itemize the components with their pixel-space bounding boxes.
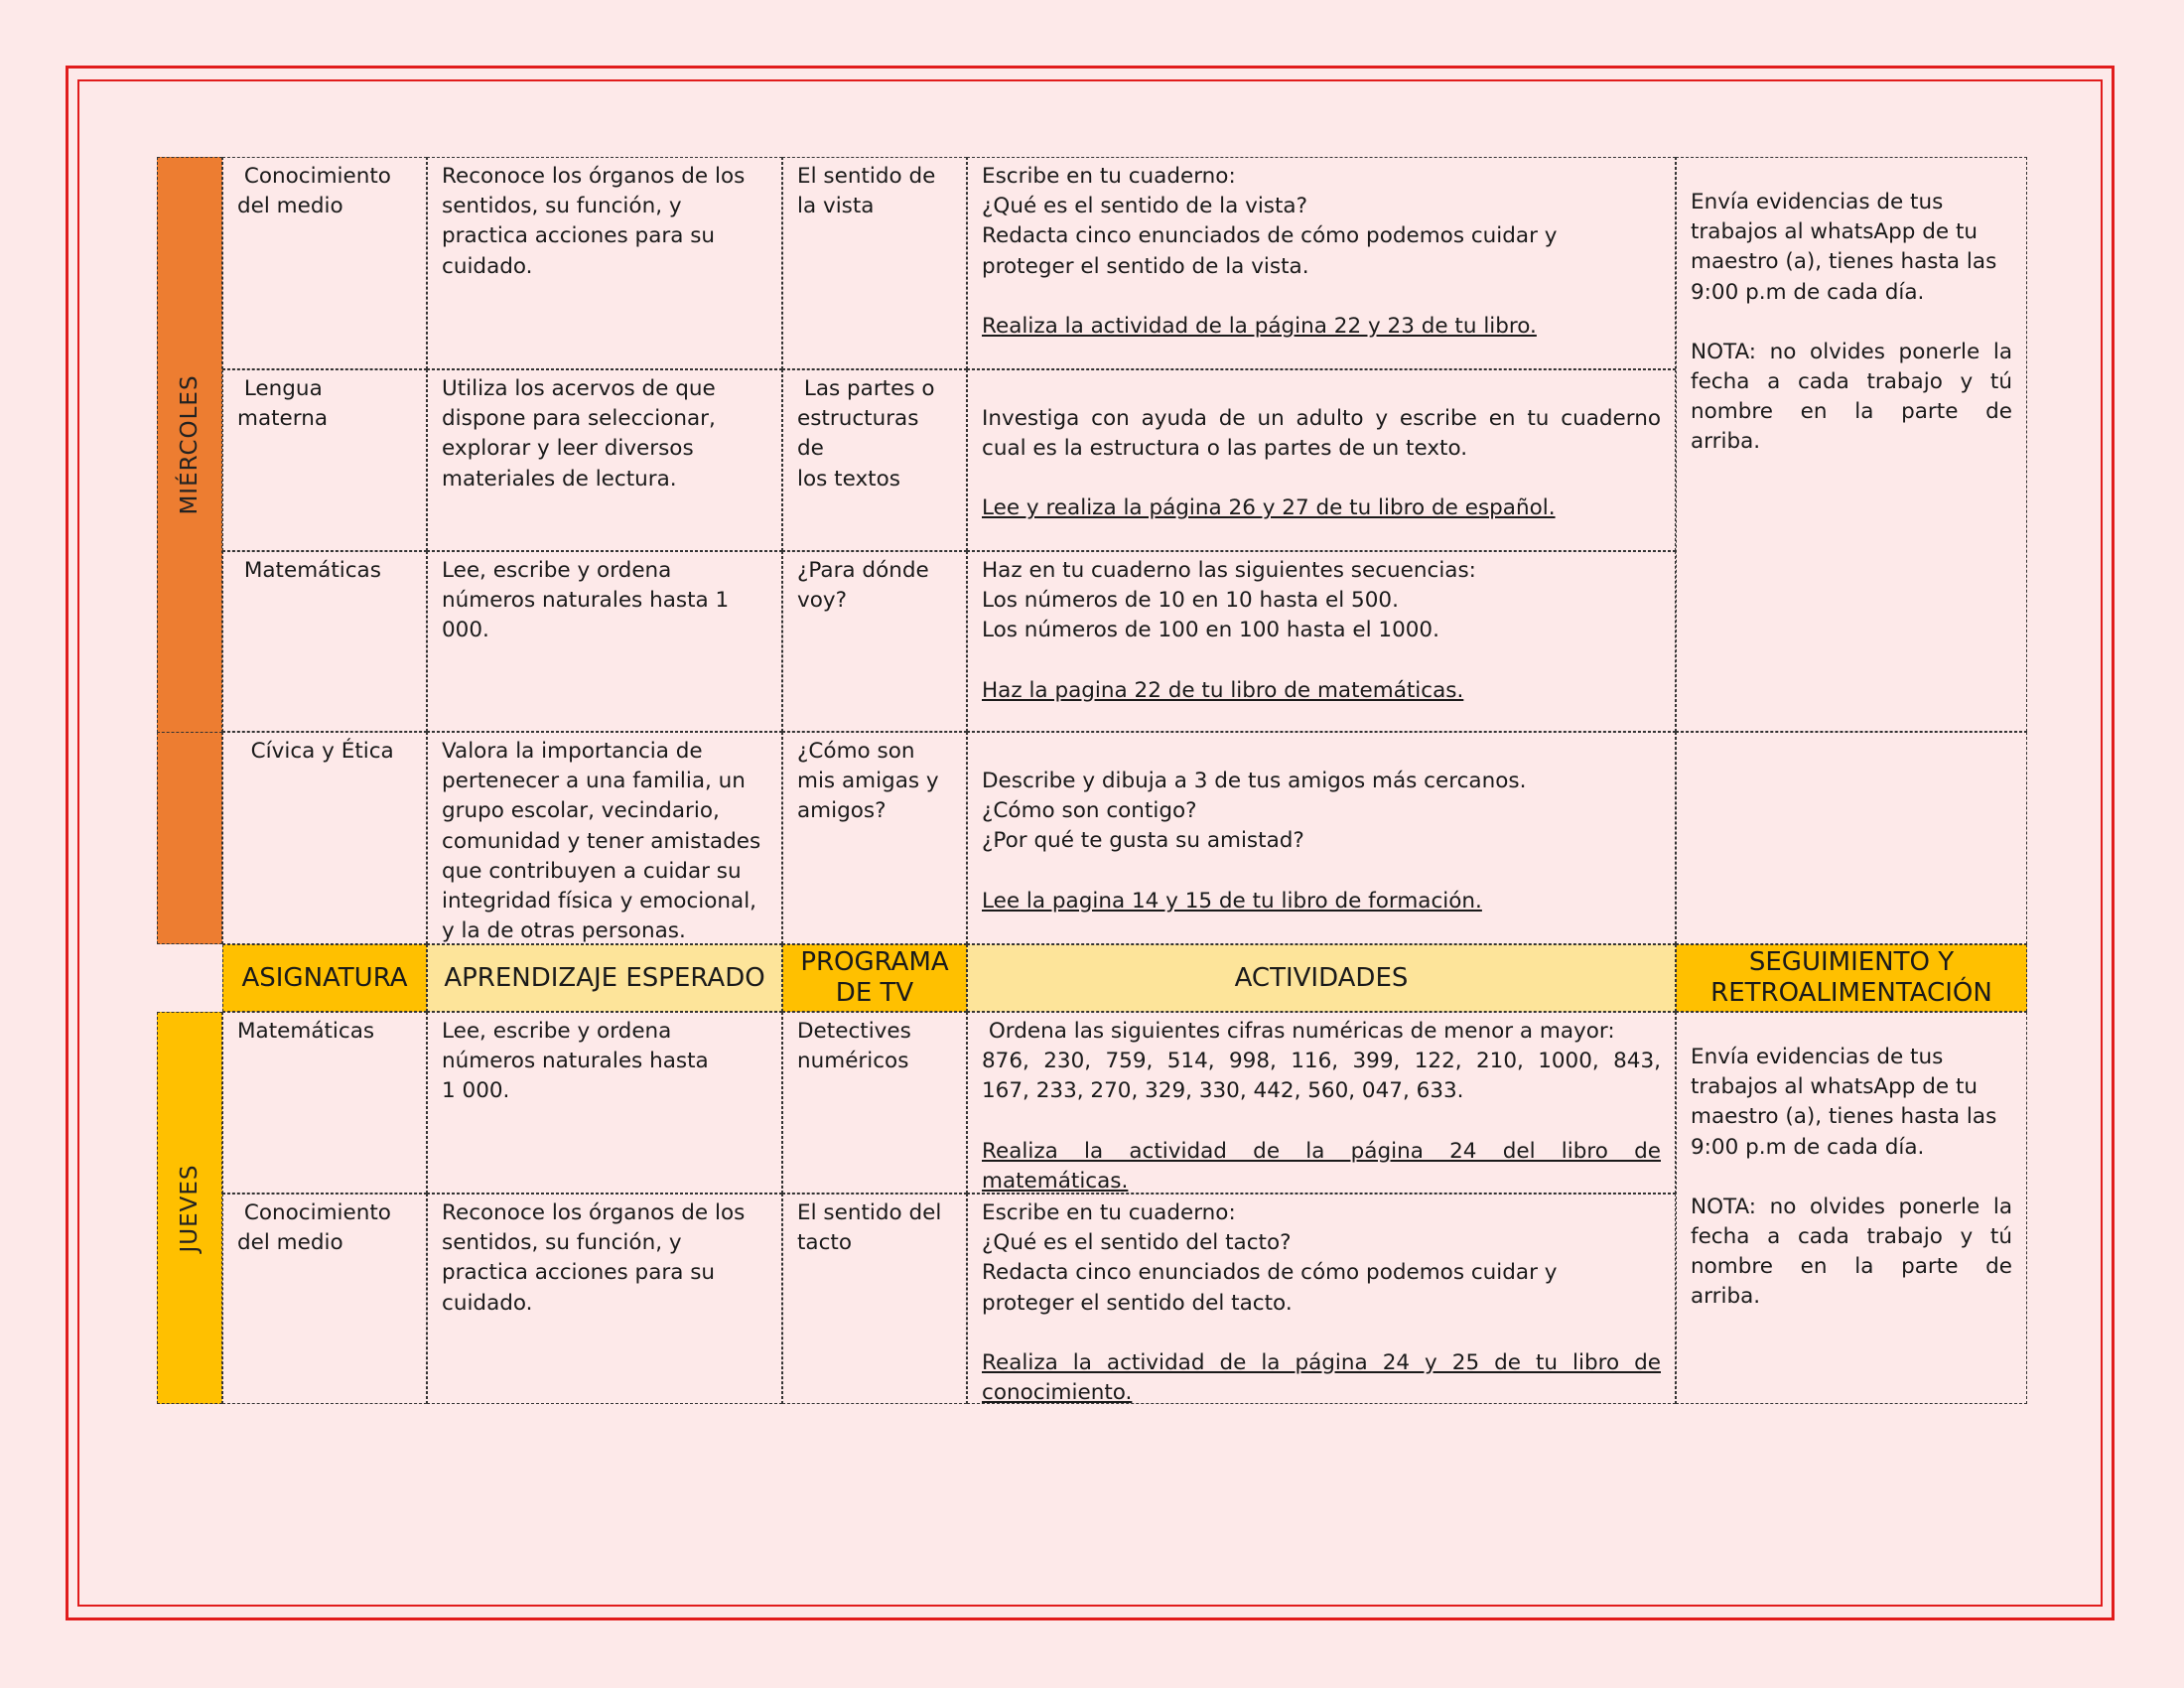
tv-program-cell: El sentido del tacto [782,1194,967,1404]
activity-link: Lee la pagina 14 y 15 de tu libro de formación. [982,888,1482,914]
note-text: arriba. [1691,1284,1761,1310]
note-text: arriba. [1691,429,1761,455]
note-text: nombre en la parte de [1691,1254,2012,1280]
day-label-miercoles: MIÉRCOLES [177,374,203,515]
activities-cell: Escribe en tu cuaderno: ¿Qué es el sentido del tacto? Redacta cinco enunciados de cómo podemos cuidar y proteger el sentido del tacto. Realiza la actividad de la página 24 y 25 de tu libro de conocimiento. [967,1194,1676,1404]
note-text: fecha a cada trabajo y tú [1691,369,2012,395]
tv-program-cell: ¿Cómo son mis amigas y amigos? [782,732,967,944]
tv-program-cell: El sentido de la vista [782,157,967,369]
header-actividades: ACTIVIDADES [967,944,1676,1012]
subject-cell: Cívica y Ética [222,732,427,944]
activity-link: Lee y realiza la página 26 y 27 de tu libro de español. [982,495,1556,521]
day-band-miercoles [157,157,222,733]
followup-cell: Envía evidencias de tus trabajos al whatsApp de tu maestro (a), tienes hasta las 9:00 p.m de cada día. NOTA: no olvides ponerle la fecha a cada trabajo y tú nombre en la parte de arriba. [1676,1012,2027,1404]
learning-cell: Utiliza los acervos de que dispone para seleccionar, explorar y leer diversos materiales de lectura. [427,369,782,551]
day-label-jueves: JUEVES [177,1163,203,1253]
tv-program-cell: Detectives numéricos [782,1012,967,1194]
header-programa: PROGRAMA DE TV [782,944,967,1012]
subject-cell: Matemáticas [222,551,427,732]
note-text: nombre en la parte de [1691,399,2012,425]
subject-cell: Conocimiento del medio [222,1194,427,1404]
activity-link: matemáticas. [982,1168,1129,1194]
activities-cell: Haz en tu cuaderno las siguientes secuencias: Los números de 10 en 10 hasta el 500. Los números de 100 en 100 hasta el 1000. Haz la pagina 22 de tu libro de matemáticas. [967,551,1676,732]
header-aprendizaje: APRENDIZAJE ESPERADO [427,944,782,1012]
header-seguimiento: SEGUIMIENTO Y RETROALIMENTACIÓN [1676,944,2027,1012]
learning-cell: Reconoce los órganos de los sentidos, su función, y practica acciones para su cuidado. [427,1194,782,1404]
activity-link: Realiza la actividad de la página 24 del libro de [982,1138,1661,1164]
day-band-miercoles-civica [157,732,222,944]
learning-cell: Lee, escribe y ordena números naturales hasta 1 000. [427,1012,782,1194]
note-text: fecha a cada trabajo y tú [1691,1224,2012,1250]
learning-cell: Reconoce los órganos de los sentidos, su función, y practica acciones para su cuidado. [427,157,782,369]
followup-cell-empty [1676,732,2027,944]
activities-cell: Escribe en tu cuaderno: ¿Qué es el sentido de la vista? Redacta cinco enunciados de cómo podemos cuidar y proteger el sentido de la vista. Realiza la actividad de la página 22 y 23 de tu libro. [967,157,1676,369]
header-asignatura: ASIGNATURA [222,944,427,1012]
tv-program-cell: Las partes o estructuras de los textos [782,369,967,551]
subject-cell: Conocimiento del medio [222,157,427,369]
note-text: NOTA: no olvides ponerle la [1691,339,2012,364]
subject-cell: Lengua materna [222,369,427,551]
activities-cell: Describe y dibuja a 3 de tus amigos más cercanos. ¿Cómo son contigo? ¿Por qué te gusta su amistad? Lee la pagina 14 y 15 de tu libro de formación. [967,732,1676,944]
learning-cell: Valora la importancia de pertenecer a una familia, un grupo escolar, vecindario, comunidad y tener amistades que contribuyen a cuidar su integridad física y emocional, y la de otras personas. [427,732,782,944]
activity-link: conocimiento. [982,1380,1133,1404]
activities-cell: Investiga con ayuda de un adulto y escribe en tu cuaderno cual es la estructura o las partes de un texto. Lee y realiza la página 26 y 27 de tu libro de español. [967,369,1676,551]
activity-link: Realiza la actividad de la página 24 y 25 de tu libro de [982,1349,1661,1375]
note-text: NOTA: no olvides ponerle la [1691,1194,2012,1219]
learning-cell: Lee, escribe y ordena números naturales hasta 1 000. [427,551,782,732]
activity-link: Realiza la actividad de la página 22 y 23 de tu libro. [982,313,1537,339]
followup-cell: Envía evidencias de tus trabajos al whatsApp de tu maestro (a), tienes hasta las 9:00 p.m de cada día. NOTA: no olvides ponerle la fecha a cada trabajo y tú nombre en la parte de arriba. [1676,157,2027,732]
day-band-jueves [157,1012,222,1404]
activities-cell: Ordena las siguientes cifras numéricas de menor a mayor: 876, 230, 759, 514, 998, 116, 399, 122, 210, 1000, 843, 167, 233, 270, 329, 330, 442, 560, 047, 633. Realiza la actividad de la página 24 del libro de matemáticas. [967,1012,1676,1194]
activity-link: Haz la pagina 22 de tu libro de matemáticas. [982,677,1464,703]
tv-program-cell: ¿Para dónde voy? [782,551,967,732]
subject-cell: Matemáticas [222,1012,427,1194]
